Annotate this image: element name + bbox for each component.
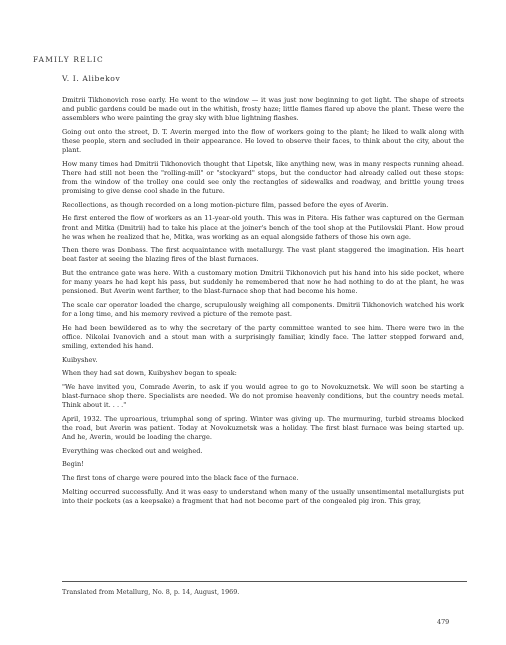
paragraph: Recollections, as though recorded on a long motion-picture film, passed before the eyes of Averin.: [62, 200, 389, 209]
paragraph: Going out onto the street, D. T. Averin merged into the flow of workers going to the plant; he liked to walk along with these people, stern and secluded in their appearance. He loved to observe their faces, to think about the city, about the plant.: [62, 127, 464, 155]
article-title: FAMILY RELIC: [33, 55, 104, 64]
paragraph: The first tons of charge were poured into the black face of the furnace.: [62, 474, 299, 483]
paragraph: When they had sat down, Kuibyshev began to speak:: [62, 369, 237, 378]
paragraph: Melting occurred successfully. And it was easy to understand when many of the usually unsentimental metallurgists put into their pockets (as a keepsake) a fragment that had not become part of the congealed pig iron. This gray,: [62, 487, 464, 505]
paragraph: But the entrance gate was here. With a customary motion Dmitrii Tikhonovich put his hand into his side pocket, where for many years he had kept his pass, but suddenly he remembered that now he had nothing to do at the plant, he was pensioned. But Averin went farther, to the blast-furnace shop that had become his home.: [62, 269, 464, 296]
paragraph: April, 1932. The uproarious, triumphal song of spring. Winter was giving up. The murmuring, turbid streams blocked the road, but Averin was patient. Today at Novokuznetsk was a holiday. The first blast furnace was being started up. And he, Averin, would be loading the charge.: [62, 414, 464, 442]
paragraph: Begin!: [62, 460, 84, 469]
paragraph: He had been bewildered as to why the secretary of the party committee wanted to see him. There were two in the office. Nikolai Ivanovich and a stout man with a surprisingly familiar, kindly face. The latter stepped forward and, smiling, extended his hand.: [62, 323, 464, 350]
paragraph: He first entered the flow of workers as an 11-year-old youth. This was in Pitera. His father was captured on the German front and Mitka (Dmitrii) had to take his place at the joiner's bench of the tool shop at the Putilovskii Plant. How proud he was when he realized that he, Mitka, was working as an equal alongside fathers of those his own age.: [62, 214, 464, 241]
paragraph: Everything was checked out and weighed.: [62, 446, 203, 455]
paragraph: "We have invited you, Comrade Averin, to ask if you would agree to go to Novokuznetsk. We will soon be starting a blast-furnace shop there. Specialists are needed. We do not promise heavenly conditions, but the country needs metal. Think about it. . . .": [62, 382, 464, 410]
page-number: 479: [437, 618, 450, 626]
article-author: V. I. Alibekov: [62, 74, 121, 83]
paragraph: The scale car operator loaded the charge, scrupulously weighing all components. Dmitrii Tikhonovich watched his work for a long time, and his memory revived a picture of the remote past.: [62, 300, 464, 319]
paragraph: Kuibyshev.: [62, 355, 98, 364]
paragraph: How many times had Dmitrii Tikhonovich thought that Lipetsk, like anything new, was in many respects running ahead. There had still not been the "rolling-mill" or "stockyard" stops, but the conductor had already called out these stops: from the window of the trolley one could see only the rectangles of sidewalks and roadway, and brittle young trees promising to give dense cool shade in the future.: [62, 159, 464, 196]
footnote: Translated from Metallurg, No. 8, p. 14, August, 1969.: [62, 588, 240, 596]
paragraph: Then there was Donbass. The first acquaintance with metallurgy. The vast plant staggered the imagination. His heart beat faster at seeing the blazing fires of the blast furnaces.: [62, 246, 464, 264]
footnote-divider: [62, 581, 467, 582]
paragraph: Dmitrii Tikhonovich rose early. He went to the window — it was just now beginning to get light. The shape of streets and public gardens could be made out in the whitish, frosty haze; little flames flared up above the plant. These were the assemblers who were painting the gray sky with blue lightning flashes.: [62, 96, 464, 123]
article-body: [62, 96, 464, 511]
